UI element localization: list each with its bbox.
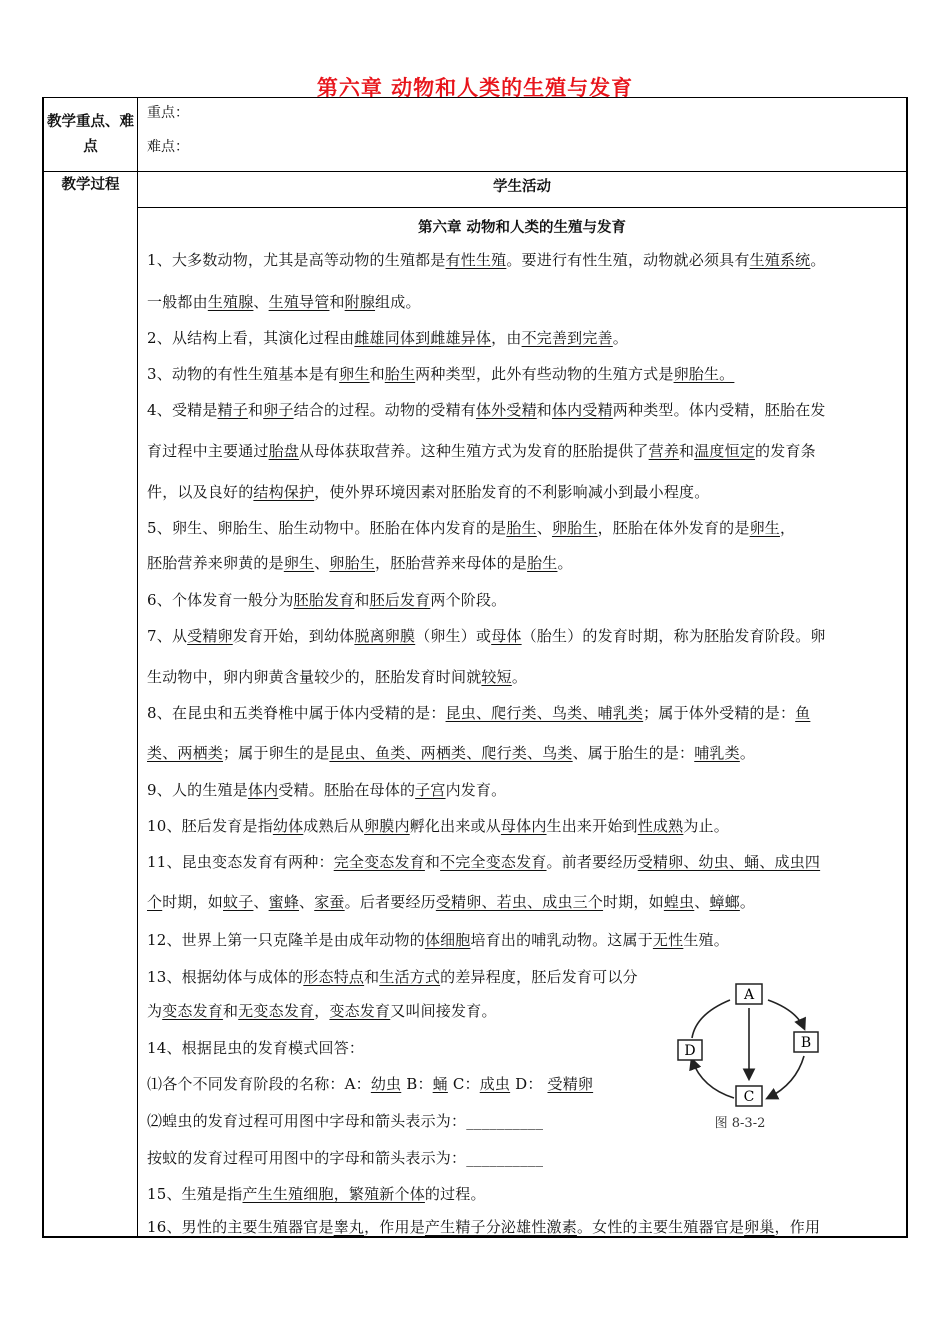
- content-line: [147, 249, 826, 270]
- question-text: 、: [314, 554, 330, 572]
- question-text: 一般都由: [147, 293, 208, 311]
- answer-text: 胎生: [506, 519, 537, 537]
- node-c-label: C: [743, 1089, 755, 1105]
- question-text: 1、大多数动物，尤其是高等动物的生殖都是: [147, 251, 446, 269]
- answer-text: 结构保护: [253, 483, 315, 501]
- question-text: 又叫间接发育。: [390, 1002, 497, 1020]
- content-line: [147, 929, 729, 950]
- question-text: 和: [223, 1002, 239, 1020]
- answer-text: 附腺: [344, 293, 376, 311]
- cycle-diagram-svg: [668, 980, 833, 1135]
- question-text: 从母体获取营养。这种生殖方式为发育的胚胎提供了: [299, 442, 649, 460]
- question-text: ⑴各个不同发育阶段的名称：A：: [147, 1075, 371, 1093]
- question-text: 、属于胎生的是：: [572, 744, 695, 762]
- answer-text: 性成熟: [637, 817, 684, 835]
- answer-text: 体外受精: [475, 401, 537, 419]
- answer-text: 母体: [491, 627, 522, 645]
- answer-text: 卵生: [749, 519, 780, 537]
- question-text: 和: [369, 365, 385, 383]
- content-line: [147, 481, 709, 502]
- answer-text: 生殖导管: [268, 293, 330, 311]
- insect-cycle-diagram: [668, 980, 833, 1135]
- question-text: 培育出的哺乳动物。这属于: [470, 931, 653, 949]
- question-text: ，作用: [774, 1218, 821, 1236]
- question-text: 、: [299, 893, 315, 911]
- answer-text: 不完全变态发育: [440, 853, 547, 871]
- question-text: 孵化出来或从: [409, 817, 501, 835]
- question-text: D：: [510, 1075, 548, 1093]
- question-text: 和: [424, 853, 441, 871]
- row-divider-2: [137, 207, 908, 208]
- content-line: [147, 589, 506, 610]
- question-text: 为: [147, 1002, 163, 1020]
- answer-text: 家蚕: [314, 893, 345, 911]
- question-text: 。要进行有性生殖，动物就必须具有: [506, 251, 750, 269]
- content-line: [147, 1037, 364, 1058]
- question-text: 结合的过程。动物的受精有: [293, 401, 476, 419]
- content-line: [147, 966, 638, 987]
- answer-text: 营养: [648, 442, 680, 460]
- question-text: 和: [536, 401, 552, 419]
- content-line: [147, 327, 628, 348]
- answer-text: 蝗虫: [663, 893, 695, 911]
- question-text: 。: [739, 893, 756, 911]
- answer-text: 个: [147, 893, 163, 911]
- question-text: 两种类型，此外有些动物的生殖方式是: [415, 365, 674, 383]
- content-line: [147, 363, 734, 384]
- arc-b-to-c: [768, 1056, 804, 1098]
- answer-text: 完全变态发育: [333, 853, 425, 871]
- question-text: 。: [739, 744, 756, 762]
- answer-text: 脱离卵膜: [354, 627, 416, 645]
- question-text: B：: [401, 1075, 433, 1093]
- content-line: [147, 815, 729, 836]
- column-divider: [137, 97, 138, 1238]
- question-text: 和: [247, 401, 264, 419]
- process-label: 教学过程: [61, 177, 120, 193]
- question-text: 、: [694, 893, 710, 911]
- content-line: [147, 291, 421, 312]
- answer-text: 蛹: [432, 1075, 448, 1093]
- question-text: 9、人的生殖是: [147, 781, 248, 799]
- question-text: 4、受精是: [147, 401, 218, 419]
- question-text: 。女性的主要生殖器官是: [576, 1218, 745, 1236]
- answer-text: 卵巢: [744, 1218, 775, 1236]
- answer-text: 子宫: [415, 781, 446, 799]
- answer-text: 精子: [217, 401, 248, 419]
- answer-text: 受精卵: [187, 627, 233, 645]
- content-line: [147, 1073, 593, 1094]
- answer-text: 卵胎生: [329, 554, 376, 572]
- answer-text: 变态发育: [329, 1002, 391, 1020]
- diagram-caption: 图 8-3-2: [714, 1116, 766, 1131]
- content-title: 第六章 动物和人类的生殖与发育: [417, 220, 627, 236]
- answer-text: 卵生: [339, 365, 370, 383]
- question-text: 、: [253, 293, 269, 311]
- question-text: 生殖。: [683, 931, 729, 949]
- question-text: 。: [612, 329, 628, 347]
- answer-text: 生活方式: [379, 968, 441, 986]
- answer-text: 生殖腺: [207, 293, 254, 311]
- question-text: 件，以及良好的: [147, 483, 254, 501]
- answer-text: 受精卵、若虫、成虫三个: [435, 893, 604, 911]
- question-text: 时期，如: [162, 893, 224, 911]
- question-text: 。后者要经历: [344, 893, 436, 911]
- answer-text: 无性: [652, 931, 684, 949]
- question-text: 16、男性的主要生殖器官是: [147, 1218, 334, 1236]
- question-text: 和: [679, 442, 695, 460]
- answer-text: 成虫: [479, 1075, 511, 1093]
- answer-text: 幼虫: [370, 1075, 402, 1093]
- question-text: 7、从: [147, 627, 188, 645]
- content-line: [147, 399, 826, 420]
- question-text: 两个阶段。: [430, 591, 507, 609]
- answer-text: 卵胎生: [551, 519, 598, 537]
- question-text: 12、世界上第一只克隆羊是由成年动物的: [147, 931, 425, 949]
- question-text: 15、生殖是指: [147, 1185, 243, 1203]
- answer-text: 体细胞: [424, 931, 471, 949]
- content-line: [147, 1147, 543, 1168]
- answer-text: 卵膜内: [364, 817, 410, 835]
- answer-text: 母体内: [500, 817, 547, 835]
- content-line: [147, 517, 795, 538]
- question-text: 。前者要经历: [546, 853, 638, 871]
- answer-text: 体内受精: [551, 401, 613, 419]
- question-text: 。: [557, 554, 573, 572]
- content-line: [147, 1216, 820, 1237]
- question-text: __________: [466, 1149, 544, 1167]
- content-line: [147, 666, 527, 687]
- question-text: 组成。: [375, 293, 421, 311]
- answer-text: 温度恒定: [694, 442, 756, 460]
- answer-text: 卵胎生。: [673, 365, 735, 383]
- content-line: [147, 742, 755, 763]
- question-text: 3、动物的有性生殖基本是有: [147, 365, 340, 383]
- question-text: ，由: [491, 329, 522, 347]
- answer-text: 卵生: [283, 554, 315, 572]
- content-line: [147, 702, 810, 723]
- answer-text: 产生精子分泌雄性激素: [424, 1218, 577, 1236]
- content-line: [147, 625, 826, 646]
- question-text: 6、个体发育一般分为: [147, 591, 294, 609]
- question-text: 13、根据幼体与成体的: [147, 968, 304, 986]
- question-text: 育过程中主要通过: [147, 442, 269, 460]
- answer-text: 胎盘: [268, 442, 300, 460]
- question-text: ，胚胎营养来母体的是: [375, 554, 528, 572]
- question-text: （卵生）或: [415, 627, 492, 645]
- content-line: [147, 779, 506, 800]
- question-text: ，胚胎在体外发育的是: [597, 519, 750, 537]
- node-b-label: B: [800, 1035, 812, 1051]
- answer-text: 蟑螂: [709, 893, 740, 911]
- content-line: [147, 1183, 486, 1204]
- question-text: 和: [364, 968, 380, 986]
- question-text: 的差异程度，胚后发育可以分: [440, 968, 638, 986]
- key-point-label: 重点：: [147, 105, 189, 121]
- focus-label: 教学重点、难点: [47, 114, 134, 155]
- answer-text: 胎生: [384, 365, 416, 383]
- activity-header: 学生活动: [493, 179, 551, 195]
- question-text: 为止。: [683, 817, 729, 835]
- answer-text: 蚊子: [223, 893, 254, 911]
- question-text: 。: [810, 251, 826, 269]
- answer-text: 类、两栖类: [147, 744, 224, 762]
- content-line: [147, 891, 755, 912]
- question-text: ；属于体外受精的是：: [643, 704, 796, 722]
- answer-text: 有性生殖: [445, 251, 507, 269]
- answer-text: 受精卵、幼虫、蛹、成虫四: [637, 853, 821, 871]
- answer-text: 胚胎发育: [293, 591, 355, 609]
- row-divider-1: [42, 171, 908, 172]
- question-text: 受精。胚胎在母体的: [278, 781, 416, 799]
- question-text: 和: [329, 293, 345, 311]
- question-text: ，: [780, 519, 796, 537]
- question-text: 5、卵生、卵胎生、胎生动物中。胚胎在体内发育的是: [147, 519, 507, 537]
- answer-text: 幼体: [272, 817, 304, 835]
- question-text: 两种类型。体内受精，胚胎在发: [612, 401, 826, 419]
- question-text: 2、从结构上看，其演化过程由: [147, 329, 355, 347]
- answer-text: 体内: [247, 781, 279, 799]
- question-text: 8、在昆虫和五类脊椎中属于体内受精的是：: [147, 704, 446, 722]
- question-text: 、: [536, 519, 552, 537]
- arc-a-to-b: [768, 1000, 804, 1028]
- answer-text: 胚后发育: [369, 591, 431, 609]
- answer-text: 产生生殖细胞，繁殖新个体: [242, 1185, 425, 1203]
- content-line: [147, 1000, 497, 1021]
- difficulty-label: 难点：: [147, 139, 189, 155]
- answer-text: 生殖系统: [749, 251, 811, 269]
- answer-text: 鱼: [795, 704, 811, 722]
- node-d-label: D: [684, 1043, 696, 1059]
- content-line: [147, 440, 816, 461]
- question-text: 14、根据昆虫的发育模式回答：: [147, 1039, 365, 1057]
- question-text: （胎生）的发育时期，称为胚胎发育阶段。卵: [521, 627, 826, 645]
- document-title: 第六章 动物和人类的生殖与发育: [316, 76, 634, 100]
- question-text: 成熟后从: [303, 817, 365, 835]
- question-text: 内发育。: [445, 781, 507, 799]
- answer-text: 变态发育: [162, 1002, 224, 1020]
- question-text: 的过程。: [424, 1185, 486, 1203]
- answer-text: 卵子: [263, 401, 294, 419]
- question-text: 的发育条: [755, 442, 816, 460]
- answer-text: 形态特点: [303, 968, 365, 986]
- answer-text: 无变态发育: [238, 1002, 315, 1020]
- answer-text: 不完善到完善: [521, 329, 613, 347]
- answer-text: 蜜蜂: [268, 893, 300, 911]
- content-line: [147, 552, 573, 573]
- answer-text: 昆虫、爬行类、鸟类、哺乳类: [445, 704, 644, 722]
- question-text: ⑵蝗虫的发育过程可用图中字母和箭头表示为：: [147, 1112, 467, 1130]
- question-text: ，: [314, 1002, 330, 1020]
- answer-text: 胎生: [527, 554, 558, 572]
- question-text: 生出来开始到: [546, 817, 638, 835]
- question-text: 10、胚后发育是指: [147, 817, 273, 835]
- question-text: ；属于卵生的是: [223, 744, 330, 762]
- question-text: ，使外界环境因素对胚胎发育的不利影响减小到最小程度。: [314, 483, 710, 501]
- question-text: __________: [466, 1112, 544, 1130]
- question-text: 发育开始，到幼体: [232, 627, 355, 645]
- question-text: 时期，如: [603, 893, 664, 911]
- content-line: [147, 1110, 543, 1131]
- answer-text: 较短: [481, 668, 512, 686]
- question-text: 11、昆虫变态发育有两种：: [147, 853, 334, 871]
- arc-d-to-a: [692, 1000, 730, 1038]
- question-text: ，作用是: [364, 1218, 425, 1236]
- question-text: 按蚊的发育过程可用图中的字母和箭头表示为：: [147, 1149, 467, 1167]
- answer-text: 哺乳类: [694, 744, 740, 762]
- question-text: 胚胎营养来卵黄的是: [147, 554, 284, 572]
- content-line: [147, 851, 820, 872]
- answer-text: 昆虫、鱼类、两栖类、爬行类、鸟类: [329, 744, 573, 762]
- answer-text: 雌雄同体到雌雄异体: [354, 329, 492, 347]
- question-text: 和: [354, 591, 370, 609]
- answer-text: 受精卵: [547, 1075, 594, 1093]
- arc-c-to-d: [692, 1060, 734, 1098]
- node-a-label: A: [743, 987, 755, 1003]
- question-text: 、: [253, 893, 269, 911]
- question-text: C：: [447, 1075, 480, 1093]
- question-text: 生动物中，卵内卵黄含量较少的，胚胎发育时间就: [147, 668, 482, 686]
- question-text: 。: [511, 668, 528, 686]
- answer-text: 睾丸: [333, 1218, 365, 1236]
